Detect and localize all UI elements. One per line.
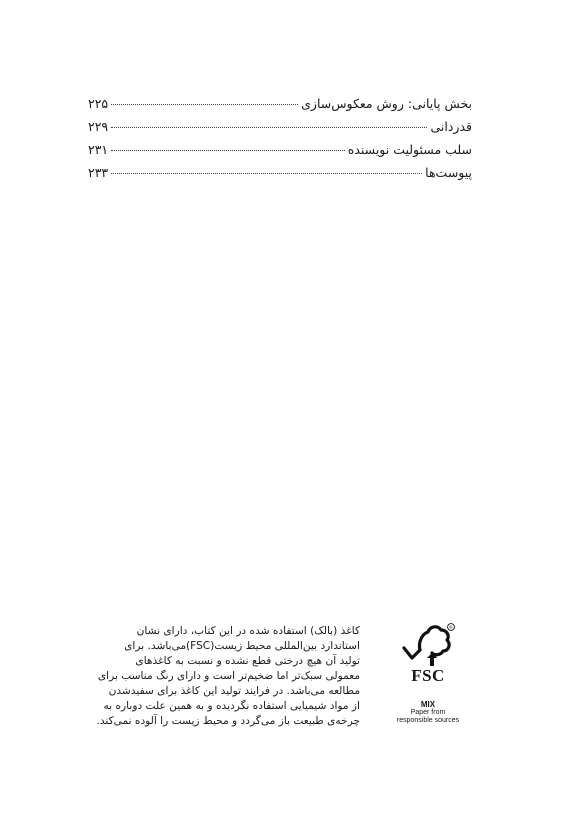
registered-mark: ® bbox=[449, 624, 453, 630]
table-of-contents bbox=[88, 96, 472, 188]
toc-entry[interactable] bbox=[88, 96, 472, 119]
paper-note bbox=[90, 624, 360, 729]
fsc-sub-line: responsible sources bbox=[396, 717, 460, 724]
toc-entry[interactable] bbox=[88, 119, 472, 142]
toc-entry-title: بخش پایانی: روش معکوس‌سازی bbox=[301, 96, 472, 111]
toc-entry[interactable] bbox=[88, 165, 472, 188]
toc-entry[interactable] bbox=[88, 142, 472, 165]
paper-note-line: چرخه‌ی طبیعت باز می‌گردد و محیط زیست را آلوده نمی‌کند. bbox=[96, 715, 360, 727]
toc-entry-page: ۲۲۵ bbox=[88, 96, 109, 111]
paper-note-line: کاغذ (بالک) استفاده شده در این کتاب، دارای نشان bbox=[136, 625, 360, 637]
fsc-logo bbox=[388, 622, 468, 734]
fsc-tree-check-icon bbox=[400, 622, 456, 668]
toc-entry-title: سلب مسئولیت نویسنده bbox=[347, 142, 472, 157]
fsc-sub-line: Paper from bbox=[410, 709, 446, 716]
toc-dot-leader bbox=[111, 150, 345, 151]
paper-note-line: معمولی سبک‌تر اما ضخیم‌تر است و دارای رنگ مناسب برای bbox=[97, 670, 360, 682]
paper-note-line: استاندارد بین‌المللی محیط زیست(FSC)می‌باشد. برای bbox=[124, 640, 360, 652]
toc-entry-page: ۲۲۹ bbox=[88, 119, 109, 134]
toc-entry-page: ۲۳۱ bbox=[88, 142, 109, 157]
fsc-label: MIX bbox=[420, 700, 436, 709]
paper-note-line: مطالعه می‌باشد. در فرایند تولید این کاغذ برای سفیدشدن bbox=[108, 685, 360, 697]
toc-entry-title: پیوست‌ها bbox=[425, 165, 472, 180]
toc-dot-leader bbox=[111, 173, 422, 174]
toc-entry-page: ۲۳۳ bbox=[88, 165, 109, 180]
paper-note-line: از مواد شیمیایی استفاده نگردیده و به همین علت دوباره به bbox=[103, 700, 360, 712]
paper-note-line: تولید آن هیچ درختی قطع نشده و نسبت به کاغذهای bbox=[135, 655, 360, 667]
toc-entry-title: قدردانی bbox=[430, 119, 472, 134]
toc-dot-leader bbox=[111, 127, 427, 128]
toc-dot-leader bbox=[111, 104, 298, 105]
fsc-brand: FSC bbox=[411, 666, 445, 685]
